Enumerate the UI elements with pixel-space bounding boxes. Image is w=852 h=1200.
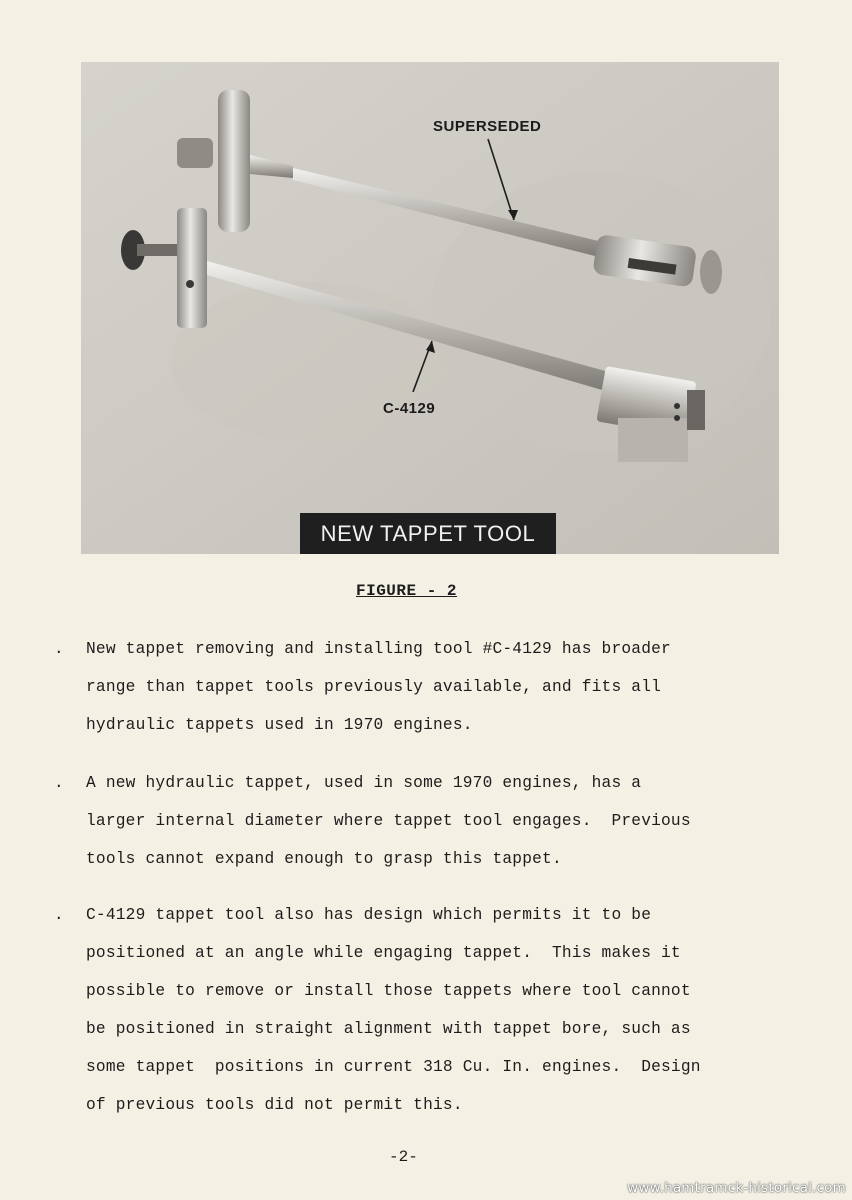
- c4129-label: C-4129: [383, 400, 436, 417]
- paragraph-line: range than tappet tools previously available, and fits all: [86, 678, 662, 696]
- bullet-marker: .: [54, 640, 64, 658]
- paragraph-line: New tappet removing and installing tool #C-4129 has broader: [86, 640, 671, 658]
- paragraph-line: be positioned in straight alignment with tappet bore, such as: [86, 1020, 691, 1038]
- paragraph-line: of previous tools did not permit this.: [86, 1096, 463, 1114]
- tappet-tools-illustration: [81, 62, 779, 554]
- superseded-label: SUPERSEDED: [433, 118, 542, 135]
- figure-caption: FIGURE - 2: [356, 582, 458, 600]
- paragraph-1: [86, 630, 796, 744]
- paragraph-line: possible to remove or install those tappets where tool cannot: [86, 982, 691, 1000]
- paragraph-line: tools cannot expand enough to grasp this tappet.: [86, 850, 562, 868]
- paragraph-3: [86, 896, 796, 1124]
- watermark: www.hamtramck-historical.com: [627, 1180, 846, 1196]
- paragraph-line: larger internal diameter where tappet tool engages. Previous: [86, 812, 691, 830]
- bullet-marker: .: [54, 906, 64, 924]
- photo-caption-bar: NEW TAPPET TOOL: [300, 513, 556, 554]
- paragraph-line: hydraulic tappets used in 1970 engines.: [86, 716, 473, 734]
- tappet-tool-photo: [81, 62, 779, 554]
- paragraph-line: positioned at an angle while engaging tappet. This makes it: [86, 944, 681, 962]
- paragraph-line: some tappet positions in current 318 Cu. In. engines. Design: [86, 1058, 701, 1076]
- paragraph-line: A new hydraulic tappet, used in some 1970 engines, has a: [86, 774, 642, 792]
- paragraph-2: [86, 764, 796, 878]
- bullet-marker: .: [54, 774, 64, 792]
- page-number: -2-: [389, 1148, 418, 1166]
- paragraph-line: C-4129 tappet tool also has design which permits it to be: [86, 906, 652, 924]
